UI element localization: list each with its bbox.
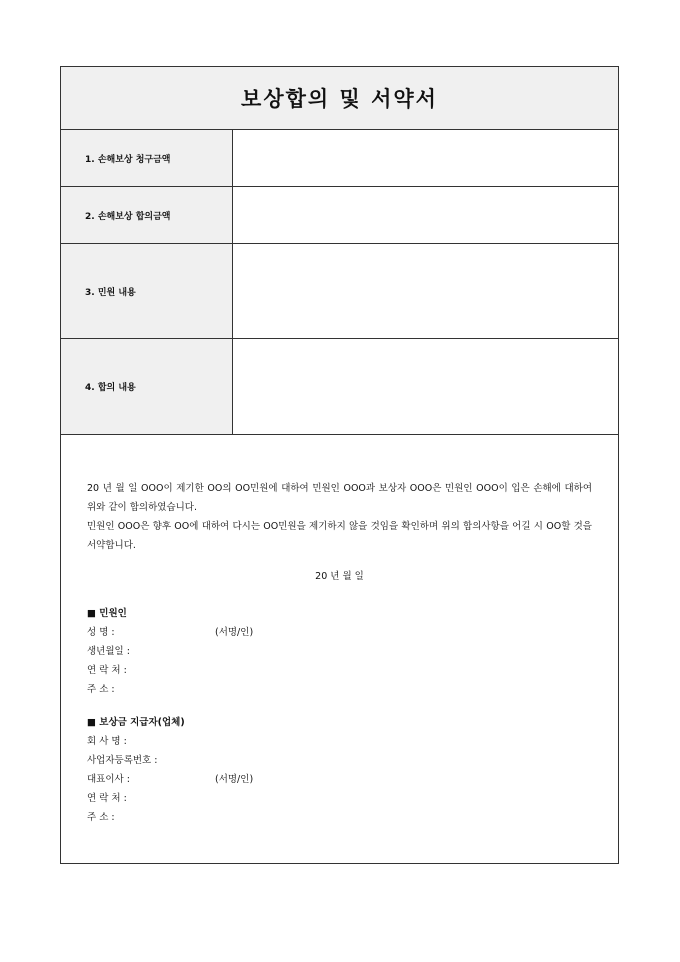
row-agreed-amount — [61, 187, 618, 244]
payer-company-field[interactable] — [87, 732, 592, 751]
field-label: 성 명 : — [87, 627, 115, 638]
payer-header: ■ 보상금 지급자(업체) — [87, 717, 185, 728]
field-label: 회 사 명 : — [87, 736, 127, 747]
agreement-document — [60, 66, 619, 864]
document-title: 보상합의 및 서약서 — [241, 87, 438, 111]
complainant-birth-field[interactable] — [87, 642, 592, 661]
complainant-address-field[interactable] — [87, 680, 592, 699]
field-label: 사업자등록번호 : — [87, 755, 158, 766]
field-label: 생년월일 : — [87, 646, 130, 657]
date-line: 20 년 월 일 — [315, 571, 364, 582]
statement-section — [61, 435, 618, 827]
title-cell — [61, 67, 618, 130]
row-label: 2. 손해보상 합의금액 — [61, 187, 233, 243]
complainant-section — [87, 604, 592, 699]
payer-regno-field[interactable] — [87, 751, 592, 770]
field-label: 연 락 처 : — [87, 793, 127, 804]
payer-address-field[interactable] — [87, 808, 592, 827]
complainant-header: ■ 민원인 — [87, 608, 127, 619]
row-label: 3. 민원 내용 — [61, 244, 233, 338]
row-agreement-content — [61, 339, 618, 435]
field-label: 연 락 처 : — [87, 665, 127, 676]
row-label: 1. 손해보상 청구금액 — [61, 130, 233, 186]
agreement-content-field[interactable] — [233, 339, 618, 434]
field-label: 주 소 : — [87, 812, 115, 823]
payer-section — [87, 713, 592, 827]
row-complaint-content — [61, 244, 618, 339]
agreed-amount-field[interactable] — [233, 187, 618, 243]
claim-amount-field[interactable] — [233, 130, 618, 186]
complaint-content-field[interactable] — [233, 244, 618, 338]
row-claim-amount — [61, 130, 618, 187]
field-label: 주 소 : — [87, 684, 115, 695]
signature-mark: (서명/인) — [215, 774, 254, 785]
payer-contact-field[interactable] — [87, 789, 592, 808]
complainant-name-field[interactable] — [87, 623, 592, 642]
statement-paragraph-2: 민원인 OOO은 향후 OO에 대하여 다시는 OO민원을 제기하지 않을 것임을 확인하며 위의 합의사항을 어길 시 OO할 것을 서약합니다. — [87, 521, 592, 551]
complainant-contact-field[interactable] — [87, 661, 592, 680]
field-label: 대표이사 : — [87, 774, 130, 785]
payer-ceo-field[interactable] — [87, 770, 592, 789]
row-label: 4. 합의 내용 — [61, 339, 233, 434]
signature-mark: (서명/인) — [215, 627, 254, 638]
statement-paragraph-1: 20 년 월 일 OOO이 제기한 OO의 OO민원에 대하여 민원인 OOO과 보상자 OOO은 민원인 OOO이 입은 손해에 대하여 위와 같이 합의하였습니다. — [87, 483, 592, 513]
